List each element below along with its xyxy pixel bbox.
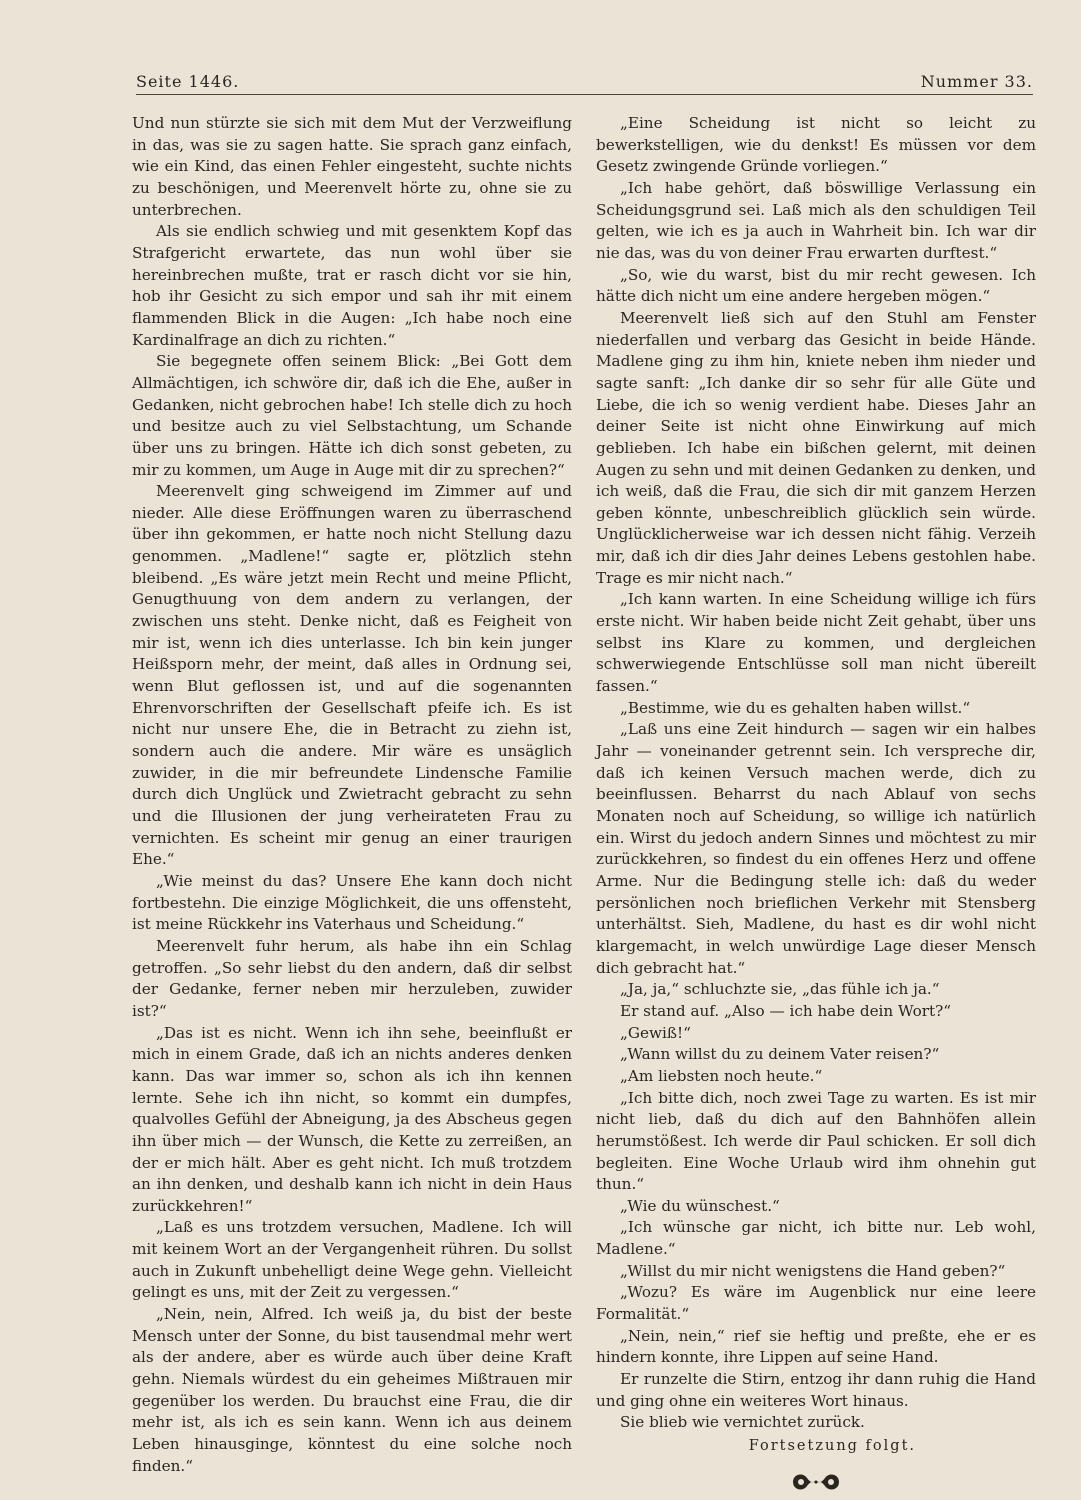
issue-number: Nummer 33. (920, 72, 1033, 91)
paragraph: Er stand auf. „Also — ich habe dein Wort?“ (620, 1001, 952, 1020)
paragraph: „Wann willst du zu deinem Vater reisen?“ (620, 1045, 940, 1064)
paragraph: „Bestimme, wie du es gehalten haben willst.“ (620, 698, 971, 717)
paragraph: „Laß uns eine Zeit hindurch — sagen wir ein halbes Jahr — voneinander getrennt sein. Ich verspreche dir, daß ich keinen Versuch machen werde, dich zu beeinflussen. Beharrst du nach Ablauf von sechs Monaten noch auf Scheidung, so willige ich natürlich ein. Wirst du jedoch andern Sinnes und möchtest zu mir zurückkehren, so findest du ein offenes Herz und offene Arme. Nur die Bedingung stelle ich: daß du weder persönlichen noch brieflichen Verkehr mit Stensberg unterhältst. Sieh, Madlene, du hast es dir wohl nicht klargemacht, in welch unwürdige Lage dieser Mensch dich gebracht hat.“ (596, 720, 1036, 977)
paragraph: Meerenvelt ging schweigend im Zimmer auf und nieder. Alle diese Eröffnungen waren zu überraschend über ihn gekommen, er hatte noch nicht Stellung dazu genommen. „Madlene!“ sagte er, plötzlich stehn bleibend. „Es wäre jetzt mein Recht und meine Pflicht, Genugthuung von dem andern zu verlangen, der zwischen uns steht. Denke nicht, daß es Feigheit von mir ist, wenn ich dies unterlasse. Ich bin kein junger Heißsporn mehr, der meint, daß alles in Ordnung sei, wenn Blut geflossen ist, und auf die sogenannten Ehrenvorschriften der Gesellschaft pfeife ich. Es ist nicht nur unsere Ehe, die in Betracht zu ziehn ist, sondern auch die andere. Mir wäre es unsäglich zuwider, in die mir befreundete Lindensche Familie durch dich Unglück und Zwietracht gebracht zu sehn und die Illusionen der jung verheirateten Frau zu vernichten. Es scheint mir genug an einer traurigen Ehe.“ (132, 482, 572, 869)
continuation-note: Fortsetzung folgt. (748, 1438, 916, 1455)
paragraph: „Ich kann warten. In eine Scheidung willige ich fürs erste nicht. Wir haben beide nicht Zeit gehabt, über uns selbst ins Klare zu kommen, und dergleichen schwerwiegende Entschlüsse soll man nicht übereilt fassen.“ (596, 590, 1036, 696)
paragraph: „Gewiß!“ (620, 1023, 691, 1042)
paragraph: Und nun stürzte sie sich mit dem Mut der Verzweiflung in das, was sie zu sagen hatte. Sie sprach ganz einfach, wie ein Kind, das einen Fehler eingesteht, suchte nichts zu beschönigen, und Meerenvelt hörte zu, ohne sie zu unterbrechen. (132, 114, 572, 219)
paragraph: „Ich wünsche gar nicht, ich bitte nur. Leb wohl, Madlene.“ (596, 1218, 1036, 1259)
paragraph: Meerenvelt ließ sich auf den Stuhl am Fenster niederfallen und verbarg das Gesicht in beide Hände. Madlene ging zu ihm hin, kniete neben ihm nieder und sagte sanft: „Ich danke dir so sehr für alle Güte und Liebe, die ich so wenig verdient habe. Dieses Jahr an deiner Seite ist nicht ohne Einwirkung auf mich geblieben. Ich habe ein bißchen gelernt, mit deinen Augen zu sehn und mit deinen Gedanken zu denken, und ich weiß, daß die Frau, die sich dir mit ganzem Herzen geben könnte, unbeschreiblich glücklich sein würde. Unglücklicherweise war ich dessen nicht fähig. Verzeih mir, daß ich dir dies Jahr deines Lebens gestohlen habe. Trage es mir nicht nach.“ (596, 308, 1036, 587)
paragraph: Er runzelte die Stirn, entzog ihr dann ruhig die Hand und ging ohne ein weiteres Wort hinaus. (596, 1370, 1036, 1410)
paragraph: „Wie meinst du das? Unsere Ehe kann doch nicht fortbestehn. Die einzige Möglichkeit, die uns offensteht, ist meine Rückkehr ins Vaterhaus und Scheidung.“ (132, 871, 572, 934)
paragraph: „Eine Scheidung ist nicht so leicht zu bewerkstelligen, wie du denkst! Es müssen vor dem Gesetz zwingende Gründe vorliegen.“ (596, 114, 1036, 176)
paragraph: „So, wie du warst, bist du mir recht gewesen. Ich hätte dich nicht um eine andere hergeben mögen.“ (596, 265, 1036, 306)
paragraph: Meerenvelt fuhr herum, als habe ihn ein Schlag getroffen. „So sehr liebst du den andern, daß dir selbst der Gedanke, ferner neben mir herzuleben, zuwider ist?“ (132, 936, 572, 1020)
paragraph: „Laß es uns trotzdem versuchen, Madlene. Ich will mit keinem Wort an der Vergangenheit rühren. Du sollst auch in Zukunft unbehelligt deine Wege gehn. Vielleicht gelingt es uns, mit der Zeit zu vergessen.“ (132, 1218, 572, 1302)
paragraph: Sie blieb wie vernichtet zurück. (620, 1413, 865, 1432)
paragraph: „Willst du mir nicht wenigstens die Hand geben?“ (620, 1261, 1006, 1280)
paragraph: „Nein, nein, Alfred. Ich weiß ja, du bist der beste Mensch unter der Sonne, du bist tausendmal mehr wert als der andere, aber es würde auch über deine Kraft gehn. Niemals würdest du ein geheimes Mißtrauen mir gegenüber los werden. Du brauchst eine Frau, die dir mehr ist, als ich es sein kann. Wenn ich aus deinem Leben hinausginge, könntest du eine solche noch finden.“ (132, 1305, 572, 1475)
page-header (136, 72, 1033, 95)
paragraph: „Wie du wünschest.“ (620, 1196, 780, 1215)
paragraph: „Am liebsten noch heute.“ (620, 1066, 823, 1085)
paragraph: Sie begegnete offen seinem Blick: „Bei Gott dem Allmächtigen, ich schwöre dir, daß ich die Ehe, außer in Gedanken, nicht gebrochen habe! Ich stelle dich zu hoch und besitze auch zu viel Selbstachtung, um Schande über uns zu bringen. Hätte ich dich sonst gebeten, zu mir zu kommen, um Auge in Auge mit dir zu sprechen?“ (132, 352, 572, 479)
paragraph: „Ja, ja,“ schluchzte sie, „das fühle ich ja.“ (620, 980, 940, 999)
paragraph: Als sie endlich schwieg und mit gesenktem Kopf das Strafgericht erwartete, das nun wohl über sie hereinbrechen mußte, trat er rasch dicht vor sie hin, hob ihr Gesicht zu sich empor und sah ihr mit einem flammenden Blick in die Augen: „Ich habe noch eine Kardinalfrage an dich zu richten.“ (132, 222, 572, 349)
right-column (596, 113, 1036, 1494)
paragraph: „Das ist es nicht. Wenn ich ihn sehe, beeinflußt er mich in einem Grade, daß ich an nichts anderes denken kann. Das war immer so, schon als ich ihn kennen lernte. Sehe ich ihn nicht, so kommt ein dumpfes, qualvolles Gefühl der Abneigung, ja des Abscheus gegen ihn über mich — der Wunsch, die Kette zu zerreißen, an der er mich hält. Aber es geht nicht. Ich muß trotzdem an ihn denken, und deshalb kann ich nicht in dein Haus zurückkehren!“ (132, 1023, 572, 1215)
paragraph: „Ich habe gehört, daß böswillige Verlassung ein Scheidungsgrund sei. Laß mich als den schuldigen Teil gelten, wie ich es ja auch in Wahrheit bin. Ich war dir nie das, was du von deiner Frau erwarten durftest.“ (596, 178, 1036, 262)
paragraph: „Ich bitte dich, noch zwei Tage zu warten. Es ist mir nicht lieb, daß du dich auf den Bahnhöfen allein herumstößest. Ich werde dir Paul schicken. Er soll dich begleiten. Eine Woche Urlaub wird ihm ohnehin gut thun.“ (596, 1088, 1036, 1194)
left-column (132, 113, 572, 1477)
vignette-ornament-icon (789, 1470, 843, 1494)
paragraph: „Nein, nein,“ rief sie heftig und preßte, ehe er es hindern konnte, ihre Lippen auf seine Hand. (596, 1326, 1036, 1367)
paragraph: „Wozu? Es wäre im Augenblick nur eine leere Formalität.“ (596, 1283, 1036, 1324)
page-number: Seite 1446. (136, 72, 240, 91)
